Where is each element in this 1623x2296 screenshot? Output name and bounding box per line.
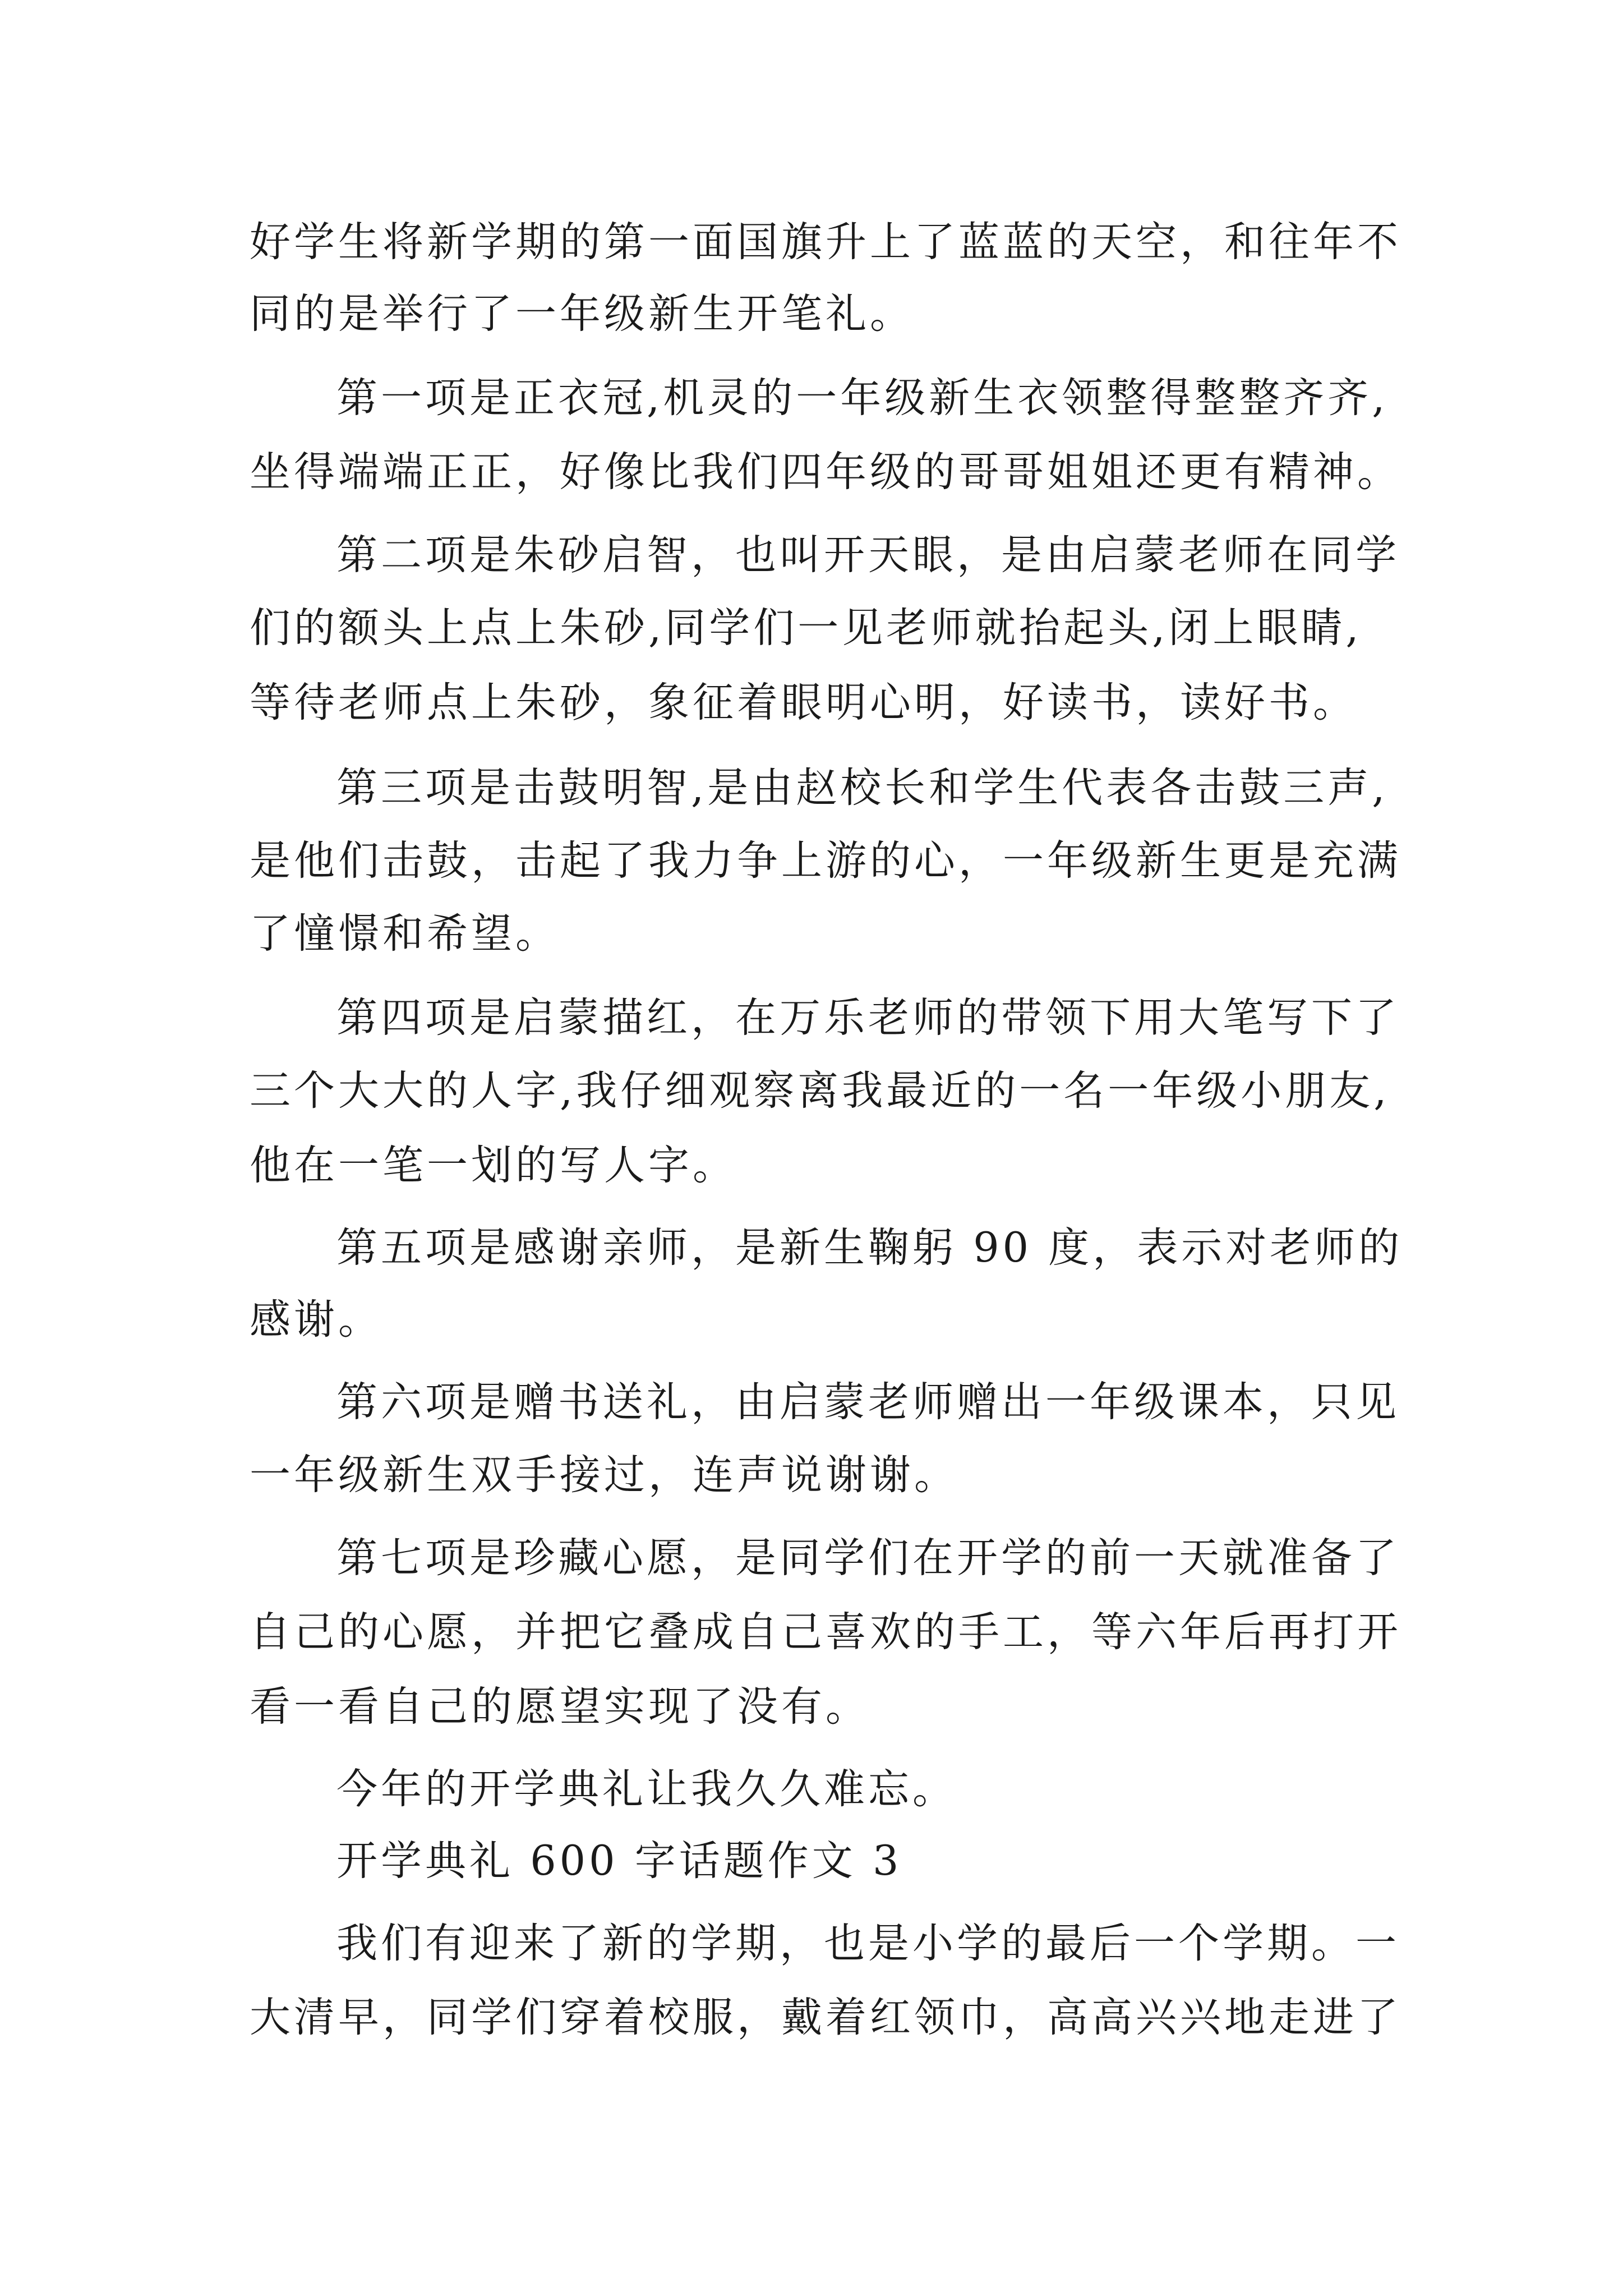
text-line: 第六项是赠书送礼，由启蒙老师赠出一年级课本，只见 xyxy=(336,1378,1400,1426)
text-line: 大清早，同学们穿着校服，戴着红领巾，高高兴兴地走进了 xyxy=(250,1994,1401,2041)
text-line: 是他们击鼓，击起了我力争上游的心，一年级新生更是充满 xyxy=(250,837,1401,885)
text-line: 第一项是正衣冠,机灵的一年级新生衣领整得整整齐齐, xyxy=(336,374,1389,422)
text-line: 第五项是感谢亲师，是新生鞠躬 90 度，表示对老师的 xyxy=(336,1224,1403,1272)
text-line: 感谢。 xyxy=(250,1296,382,1343)
text-line: 今年的开学典礼让我久久难忘。 xyxy=(336,1765,957,1813)
text-line: 坐得端端正正，好像比我们四年级的哥哥姐姐还更有精神。 xyxy=(250,448,1401,496)
text-line: 了憧憬和希望。 xyxy=(250,910,560,958)
text-line: 等待老师点上朱砂，象征着眼明心明，好读书，读好书。 xyxy=(250,679,1357,726)
text-line: 自己的心愿，并把它叠成自己喜欢的手工，等六年后再打开 xyxy=(250,1608,1401,1656)
text-line: 看一看自己的愿望实现了没有。 xyxy=(250,1683,870,1731)
text-line: 第四项是启蒙描红，在万乐老师的带领下用大笔写下了 xyxy=(336,994,1400,1042)
text-line: 好学生将新学期的第一面国旗升上了蓝蓝的天空，和往年不 xyxy=(250,218,1401,266)
text-line: 他在一笔一划的写人字。 xyxy=(250,1142,737,1189)
text-line: 一年级新生双手接过，连声说谢谢。 xyxy=(250,1451,958,1499)
text-line: 三个大大的人字,我仔细观察离我最近的一名一年级小朋友, xyxy=(250,1067,1390,1115)
text-line: 第三项是击鼓明智,是由赵校长和学生代表各击鼓三声, xyxy=(336,764,1389,812)
text-line: 同的是举行了一年级新生开笔礼。 xyxy=(250,290,914,338)
text-line: 第二项是朱砂启智，也叫开天眼，是由启蒙老师在同学 xyxy=(336,531,1400,579)
text-line: 们的额头上点上朱砂,同学们一见老师就抬起头,闭上眼睛, xyxy=(250,604,1362,652)
text-line: 第七项是珍藏心愿，是同学们在开学的前一天就准备了 xyxy=(336,1534,1400,1582)
section-heading: 开学典礼 600 字话题作文 3 xyxy=(336,1837,902,1885)
text-line: 我们有迎来了新的学期，也是小学的最后一个学期。一 xyxy=(336,1920,1400,1967)
